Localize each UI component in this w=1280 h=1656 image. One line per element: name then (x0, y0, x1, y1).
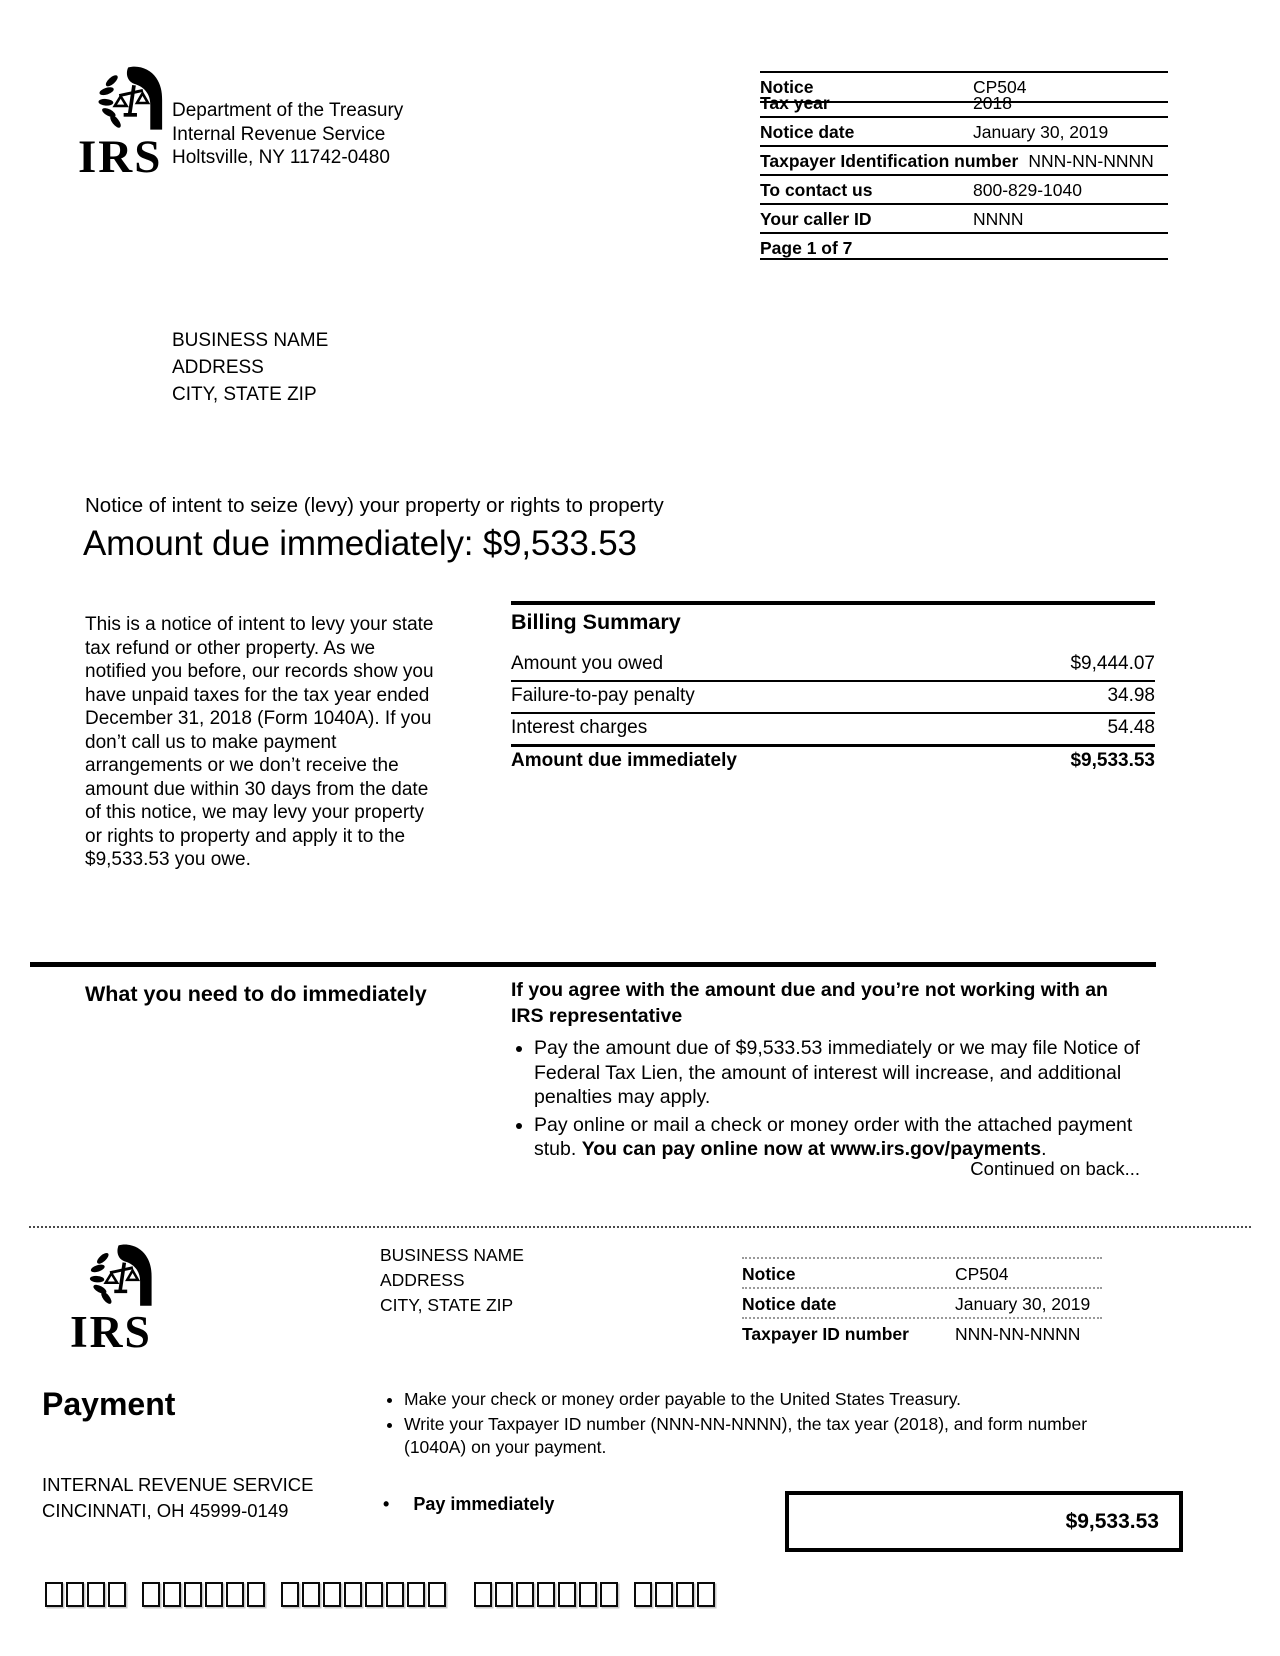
scanline-box (579, 1582, 597, 1607)
recipient-line: BUSINESS NAME (172, 330, 329, 351)
scanline-box (428, 1582, 446, 1607)
notice-info-table (760, 71, 1168, 260)
scanline-box (184, 1582, 202, 1607)
info-row-notice: Notice CP504 (760, 71, 1168, 101)
stub-recipient-address (380, 1243, 524, 1318)
scanline-box (108, 1582, 126, 1607)
scanline-group (474, 1582, 618, 1607)
agree-bullet-list (511, 1036, 1143, 1162)
recipient-line: CITY, STATE ZIP (380, 1295, 514, 1315)
scanline-box (247, 1582, 265, 1607)
payment-instruction-list (380, 1388, 1120, 1459)
scanline-group (142, 1582, 265, 1607)
return-address-line: INTERNAL REVENUE SERVICE (42, 1474, 314, 1495)
scanline-group (281, 1582, 446, 1607)
irs-wordmark: IRS (70, 1307, 152, 1358)
agency-line: Internal Revenue Service (172, 123, 386, 145)
perforation-line (29, 1226, 1251, 1228)
scanline-box (302, 1582, 320, 1607)
scanline-box (281, 1582, 299, 1607)
irs-eagle-emblem (94, 66, 174, 140)
scanline-box (87, 1582, 105, 1607)
recipient-address (172, 327, 328, 408)
what-to-do-heading: What you need to do immediately (85, 982, 427, 1006)
payment-instruction-2: • Write your Taxpayer ID number (NNN-NN-NNNN), the tax year (2018), and form number (1040A) on your payment. (404, 1413, 1120, 1459)
agree-section (511, 977, 1143, 1165)
stub-row-notice-date: Notice date January 30, 2019 (742, 1287, 1102, 1317)
payment-instruction-1: • Make your check or money order payable to the United States Treasury. (404, 1388, 1120, 1411)
scanline-box (697, 1582, 715, 1607)
info-row-caller-id: Your caller ID NNNN (760, 203, 1168, 232)
payment-heading: Payment (42, 1386, 176, 1422)
payment-amount: $9,533.53 (1065, 1509, 1159, 1533)
scanline-box (163, 1582, 181, 1607)
billing-row-total: Amount due immediately $9,533.53 (511, 750, 1155, 771)
scanline-group (634, 1582, 715, 1607)
agency-line: Department of the Treasury (172, 100, 404, 121)
agree-heading: If you agree with the amount due and you’re not working with an IRS representative (511, 979, 1108, 1027)
scanline-box (558, 1582, 576, 1607)
pay-online-bold-text: You can pay online now at www.irs.gov/payments (581, 1138, 1042, 1160)
scanline-box (407, 1582, 425, 1607)
continued-on-back: Continued on back... (970, 1158, 1140, 1179)
amount-due-headline: Amount due immediately: $9,533.53 (83, 524, 637, 563)
payment-amount-box (785, 1491, 1183, 1552)
recipient-line: BUSINESS NAME (380, 1245, 524, 1265)
billing-row-interest: Interest charges 54.48 (511, 714, 1155, 747)
return-address-line: CINCINNATI, OH 45999-0149 (42, 1500, 289, 1521)
billing-summary (511, 601, 1155, 777)
section-divider (30, 962, 1156, 967)
recipient-line: ADDRESS (380, 1270, 465, 1290)
scanline-box (516, 1582, 534, 1607)
scanline-box (66, 1582, 84, 1607)
scanline-group (45, 1582, 126, 1607)
billing-row-amount-owed: Amount you owed $9,444.07 (511, 650, 1155, 682)
scanline-box (45, 1582, 63, 1607)
irs-logo-stub (70, 1244, 206, 1358)
stub-row-taxpayer-id: Taxpayer ID number NNN-NN-NNNN (742, 1317, 1102, 1347)
scanline-row (45, 1582, 715, 1607)
intro-paragraph: This is a notice of intent to levy your state tax refund or other property. As we notified you before, our records show you have unpaid taxes for the tax year ended December 31, 2018 (Form 1040A). If you don’t call us to make payment arrangements or we don’t receive the amount due within 30 days from the date of this notice, we may levy your property or rights to property and apply it to the $9,533.53 you owe. (85, 614, 434, 870)
info-row-page: Page 1 of 7 (760, 232, 1168, 260)
info-row-notice-date: Notice date January 30, 2019 (760, 116, 1168, 145)
info-row-tin: Taxpayer Identification number NNN-NN-NNNN (760, 145, 1168, 174)
stub-row-notice: Notice CP504 (742, 1257, 1102, 1287)
scanline-box (205, 1582, 223, 1607)
info-row-contact: To contact us 800-829-1040 (760, 174, 1168, 203)
scanline-box (537, 1582, 555, 1607)
notice-subtitle: Notice of intent to seize (levy) your property or rights to property (85, 494, 664, 517)
agency-line: Holtsville, NY 11742-0480 (172, 147, 390, 168)
scanline-box (365, 1582, 383, 1607)
scanline-box (655, 1582, 673, 1607)
scanline-box (142, 1582, 160, 1607)
scanline-box (323, 1582, 341, 1607)
bullet-dot: • (383, 1494, 390, 1514)
billing-row-penalty: Failure-to-pay penalty 34.98 (511, 682, 1155, 714)
agency-address (172, 99, 403, 170)
pay-immediately-line (383, 1494, 554, 1515)
stub-info-table (742, 1257, 1102, 1347)
agree-bullet-2: • Pay online or mail a check or money order with the attached payment stub. You can pay online now at www.irs.gov/payments. (534, 1113, 1143, 1162)
payment-instructions (380, 1388, 1120, 1461)
scanline-box (676, 1582, 694, 1607)
scanline-box (344, 1582, 362, 1607)
scanline-box (386, 1582, 404, 1607)
recipient-line: CITY, STATE ZIP (172, 384, 317, 405)
irs-wordmark: IRS (78, 131, 163, 183)
scanline-box (495, 1582, 513, 1607)
info-row-tax-year: Tax year 2018 (760, 101, 1168, 116)
agree-bullet-1: • Pay the amount due of $9,533.53 immediately or we may file Notice of Federal Tax Lien, the amount of interest will increase, and additional penalties may apply. (534, 1036, 1143, 1110)
irs-eagle-emblem (86, 1244, 164, 1316)
return-address (42, 1472, 313, 1524)
scanline-box (474, 1582, 492, 1607)
pay-immediately-label: Pay immediately (413, 1494, 555, 1514)
recipient-line: ADDRESS (172, 357, 264, 378)
scanline-box (226, 1582, 244, 1607)
scanline-box (600, 1582, 618, 1607)
scanline-box (634, 1582, 652, 1607)
billing-summary-title: Billing Summary (511, 610, 681, 634)
